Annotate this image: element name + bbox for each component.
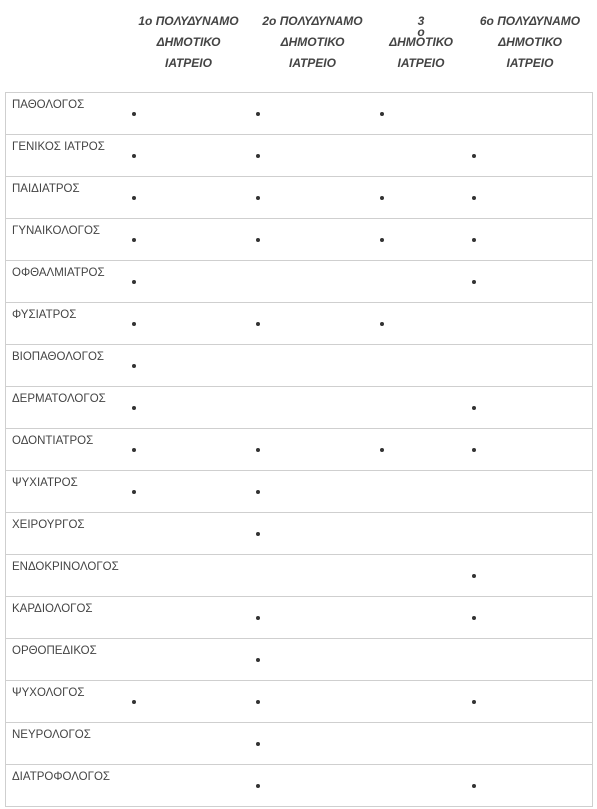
bullet-dot-icon	[472, 238, 476, 242]
bullet-dot-icon	[472, 196, 476, 200]
table-row	[6, 261, 593, 303]
availability-cell	[375, 303, 468, 345]
header-clinic-6-line-1: 6ο ΠΟΛΥΔΥΝΑΜΟ	[479, 14, 581, 28]
availability-cell	[127, 429, 251, 471]
availability-cell	[127, 303, 251, 345]
bullet-dot-icon	[472, 700, 476, 704]
specialty-cell	[6, 177, 127, 219]
specialties-table	[5, 0, 593, 807]
availability-cell	[127, 177, 251, 219]
availability-cell	[375, 177, 468, 219]
availability-cell	[251, 219, 375, 261]
bullet-dot-icon	[380, 196, 384, 200]
availability-cell	[127, 135, 251, 177]
availability-cell	[375, 555, 468, 597]
availability-cell	[468, 345, 593, 387]
bullet-dot-icon	[380, 448, 384, 452]
bullet-dot-icon	[256, 448, 260, 452]
bullet-dot-icon	[472, 448, 476, 452]
bullet-dot-icon	[256, 322, 260, 326]
bullet-dot-icon	[256, 658, 260, 662]
specialty-label: ΒΙΟΠΑΘΟΛΟΓΟΣ	[12, 351, 104, 363]
header-row	[6, 0, 593, 93]
availability-cell	[375, 135, 468, 177]
availability-cell	[127, 681, 251, 723]
table-row	[6, 597, 593, 639]
bullet-dot-icon	[472, 406, 476, 410]
bullet-dot-icon	[472, 784, 476, 788]
availability-cell	[251, 681, 375, 723]
bullet-dot-icon	[132, 700, 136, 704]
bullet-dot-icon	[256, 112, 260, 116]
availability-cell	[127, 513, 251, 555]
availability-cell	[375, 219, 468, 261]
availability-cell	[251, 639, 375, 681]
availability-cell	[468, 303, 593, 345]
availability-cell	[251, 135, 375, 177]
specialty-cell	[6, 345, 127, 387]
availability-cell	[127, 93, 251, 135]
availability-cell	[468, 135, 593, 177]
availability-cell	[468, 219, 593, 261]
bullet-dot-icon	[256, 196, 260, 200]
specialty-cell	[6, 555, 127, 597]
availability-cell	[375, 387, 468, 429]
availability-cell	[375, 639, 468, 681]
table-row	[6, 93, 593, 135]
specialty-label: ΨΥΧΙΑΤΡΟΣ	[12, 477, 78, 489]
bullet-dot-icon	[256, 532, 260, 536]
availability-cell	[375, 597, 468, 639]
specialty-label: ΓΕΝΙΚΟΣ ΙΑΤΡΟΣ	[12, 141, 105, 153]
header-clinic-3	[375, 0, 468, 93]
bullet-dot-icon	[132, 280, 136, 284]
table-row	[6, 471, 593, 513]
header-clinic-1-line-2: ΔΗΜΟΤΙΚΟ	[156, 35, 221, 49]
specialty-label: ΟΡΘΟΠΕΔΙΚΟΣ	[12, 645, 97, 657]
bullet-dot-icon	[132, 112, 136, 116]
bullet-dot-icon	[380, 238, 384, 242]
availability-cell	[375, 429, 468, 471]
specialty-cell	[6, 681, 127, 723]
table-row	[6, 639, 593, 681]
availability-cell	[251, 261, 375, 303]
bullet-dot-icon	[132, 448, 136, 452]
bullet-dot-icon	[380, 112, 384, 116]
availability-cell	[375, 345, 468, 387]
availability-cell	[251, 93, 375, 135]
availability-cell	[127, 387, 251, 429]
availability-cell	[251, 723, 375, 765]
bullet-dot-icon	[256, 154, 260, 158]
header-clinic-3-line-3: ΙΑΤΡΕΙΟ	[397, 56, 445, 70]
specialty-cell	[6, 387, 127, 429]
table-row	[6, 177, 593, 219]
bullet-dot-icon	[380, 322, 384, 326]
specialty-label: ΧΕΙΡΟΥΡΓΟΣ	[12, 519, 85, 531]
bullet-dot-icon	[256, 784, 260, 788]
table-row	[6, 135, 593, 177]
availability-cell	[127, 555, 251, 597]
availability-cell	[375, 261, 468, 303]
availability-cell	[468, 555, 593, 597]
header-clinic-3-number: 3	[417, 14, 425, 28]
availability-cell	[468, 513, 593, 555]
availability-cell	[251, 387, 375, 429]
availability-cell	[468, 387, 593, 429]
availability-cell	[468, 681, 593, 723]
header-clinic-2-line-1: 2ο ΠΟΛΥΔΥΝΑΜΟ	[262, 14, 363, 28]
availability-cell	[251, 429, 375, 471]
bullet-dot-icon	[472, 280, 476, 284]
bullet-dot-icon	[132, 196, 136, 200]
specialty-label: ΕΝΔΟΚΡΙΝΟΛΟΓΟΣ	[12, 561, 119, 573]
availability-cell	[375, 765, 468, 807]
header-clinic-2-line-3: ΙΑΤΡΕΙΟ	[289, 56, 336, 70]
specialty-cell	[6, 765, 127, 807]
specialty-label: ΦΥΣΙΑΤΡΟΣ	[12, 309, 77, 321]
availability-cell	[251, 303, 375, 345]
header-clinic-1-line-1: 1ο ΠΟΛΥΔΥΝΑΜΟ	[138, 14, 239, 28]
header-clinic-3-line-2: ΔΗΜΟΤΙΚΟ	[389, 35, 453, 49]
availability-cell	[468, 93, 593, 135]
availability-cell	[251, 765, 375, 807]
specialty-label: ΟΦΘΑΛΜΙΑΤΡΟΣ	[12, 267, 105, 279]
specialty-label: ΝΕΥΡΟΛΟΓΟΣ	[12, 729, 91, 741]
availability-cell	[375, 723, 468, 765]
header-clinic-1	[127, 0, 251, 93]
bullet-dot-icon	[132, 238, 136, 242]
availability-cell	[375, 513, 468, 555]
availability-cell	[468, 765, 593, 807]
specialty-cell	[6, 471, 127, 513]
availability-cell	[468, 429, 593, 471]
availability-cell	[127, 639, 251, 681]
table-header	[6, 0, 593, 93]
bullet-dot-icon	[472, 616, 476, 620]
bullet-dot-icon	[256, 616, 260, 620]
availability-cell	[251, 597, 375, 639]
table-row	[6, 681, 593, 723]
specialty-cell	[6, 261, 127, 303]
bullet-dot-icon	[256, 742, 260, 746]
header-empty-cell	[6, 0, 127, 93]
availability-cell	[251, 513, 375, 555]
specialty-cell	[6, 513, 127, 555]
availability-cell	[127, 597, 251, 639]
availability-cell	[251, 177, 375, 219]
table-row	[6, 219, 593, 261]
specialty-label: ΠΑΘΟΛΟΓΟΣ	[12, 99, 85, 111]
bullet-dot-icon	[472, 574, 476, 578]
table-row	[6, 387, 593, 429]
specialty-label: ΟΔΟΝΤΙΑΤΡΟΣ	[12, 435, 94, 447]
specialty-label: ΓΥΝΑΙΚΟΛΟΓΟΣ	[12, 225, 101, 237]
table-row	[6, 513, 593, 555]
header-clinic-1-line-3: ΙΑΤΡΕΙΟ	[165, 56, 212, 70]
availability-cell	[468, 471, 593, 513]
table-row	[6, 303, 593, 345]
bullet-dot-icon	[132, 364, 136, 368]
availability-cell	[468, 723, 593, 765]
specialty-cell	[6, 597, 127, 639]
header-clinic-3-line-1: 3 ο	[375, 11, 468, 32]
availability-cell	[375, 471, 468, 513]
header-clinic-2-line-2: ΔΗΜΟΤΙΚΟ	[280, 35, 345, 49]
availability-cell	[468, 177, 593, 219]
specialty-cell	[6, 429, 127, 471]
header-clinic-6-line-2: ΔΗΜΟΤΙΚΟ	[498, 35, 562, 49]
availability-cell	[127, 471, 251, 513]
specialty-label: ΚΑΡΔΙΟΛΟΓΟΣ	[12, 603, 93, 615]
table-row	[6, 345, 593, 387]
table-row	[6, 765, 593, 807]
availability-cell	[251, 345, 375, 387]
specialty-cell	[6, 639, 127, 681]
table-body	[6, 93, 593, 807]
availability-cell	[127, 219, 251, 261]
availability-cell	[127, 765, 251, 807]
specialty-cell	[6, 135, 127, 177]
availability-cell	[375, 93, 468, 135]
bullet-dot-icon	[472, 154, 476, 158]
availability-cell	[375, 681, 468, 723]
specialty-label: ΠΑΙΔΙΑΤΡΟΣ	[12, 183, 80, 195]
availability-cell	[127, 723, 251, 765]
availability-cell	[251, 555, 375, 597]
table-row	[6, 429, 593, 471]
specialty-cell	[6, 93, 127, 135]
bullet-dot-icon	[132, 406, 136, 410]
bullet-dot-icon	[132, 154, 136, 158]
header-clinic-6-line-3: ΙΑΤΡΕΙΟ	[506, 56, 554, 70]
header-clinic-2	[251, 0, 375, 93]
specialty-cell	[6, 723, 127, 765]
table-row	[6, 723, 593, 765]
bullet-dot-icon	[256, 238, 260, 242]
bullet-dot-icon	[256, 700, 260, 704]
availability-cell	[468, 597, 593, 639]
availability-cell	[468, 261, 593, 303]
availability-cell	[468, 639, 593, 681]
bullet-dot-icon	[256, 490, 260, 494]
availability-cell	[127, 345, 251, 387]
availability-cell	[127, 261, 251, 303]
specialty-label: ΨΥΧΟΛΟΓΟΣ	[12, 687, 85, 699]
specialty-label: ΔΙΑΤΡΟΦΟΛΟΓΟΣ	[12, 771, 111, 783]
specialty-label: ΔΕΡΜΑΤΟΛΟΓΟΣ	[12, 393, 106, 405]
specialty-cell	[6, 219, 127, 261]
bullet-dot-icon	[132, 490, 136, 494]
header-clinic-6	[468, 0, 593, 93]
table-row	[6, 555, 593, 597]
specialty-cell	[6, 303, 127, 345]
bullet-dot-icon	[132, 322, 136, 326]
availability-cell	[251, 471, 375, 513]
